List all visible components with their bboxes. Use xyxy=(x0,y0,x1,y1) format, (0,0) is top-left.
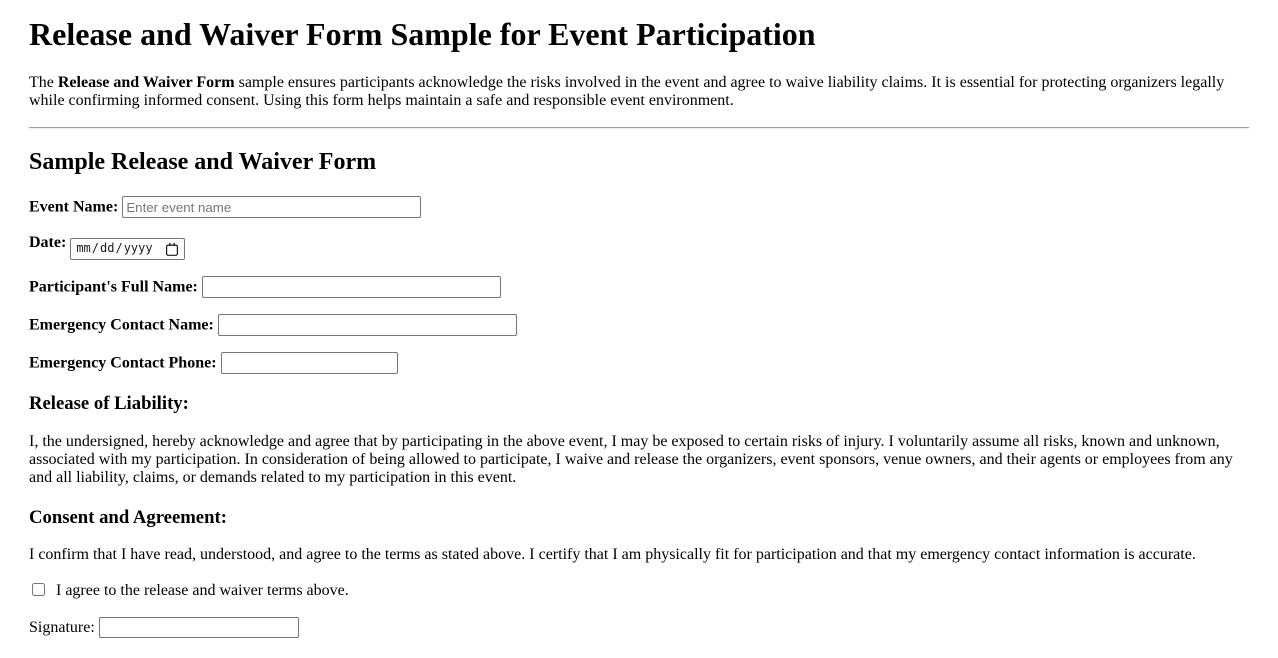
participant-name-label: Participant's Full Name: xyxy=(29,278,198,296)
signature-input[interactable] xyxy=(99,617,299,638)
emergency-contact-phone-label: Emergency Contact Phone: xyxy=(29,354,217,372)
participant-name-row xyxy=(29,276,1249,298)
signature-row xyxy=(29,617,1249,638)
date-month-segment[interactable]: mm xyxy=(76,241,91,256)
agree-checkbox-label: I agree to the release and waiver terms above. xyxy=(56,581,349,599)
emergency-contact-name-row xyxy=(29,314,1249,336)
participant-name-input[interactable] xyxy=(202,276,501,298)
event-name-row xyxy=(29,196,1249,218)
date-separator: / xyxy=(115,241,123,256)
agree-checkbox[interactable] xyxy=(32,583,45,596)
calendar-icon[interactable] xyxy=(165,242,179,257)
intro-paragraph xyxy=(29,74,1249,111)
consent-agreement-heading: Consent and Agreement: xyxy=(29,506,227,528)
date-year-segment[interactable]: yyyy xyxy=(123,241,153,256)
date-label: Date: xyxy=(29,234,67,252)
release-of-liability-text: I, the undersigned, hereby acknowledge and agree that by participating in the above event, I may be exposed to certain risks of injury. I voluntarily assume all risks, known and unknown, associated with my participation. In consideration of being allowed to participate, I waive and release the organizers, event sponsors, venue owners, and their agents or employees from any and all liability, claims, or demands related to my participation in this event. xyxy=(29,432,1233,487)
intro-bold-phrase: Release and Waiver Form xyxy=(57,73,235,91)
intro-rest: sample ensures participants acknowledge the risks involved in the event and agree to waive liability claims. It is essential for protecting organizers legally while confirming informed consent. Using this form helps maintain a safe and responsible event environment. xyxy=(29,73,1225,110)
emergency-contact-phone-input[interactable] xyxy=(221,352,398,374)
emergency-contact-name-input[interactable] xyxy=(218,314,517,336)
agreement-row xyxy=(29,582,1249,600)
release-of-liability-heading: Release of Liability: xyxy=(29,393,189,415)
event-name-label: Event Name: xyxy=(29,198,119,216)
date-separator: / xyxy=(91,241,99,256)
event-name-input[interactable] xyxy=(122,196,421,218)
waiver-form xyxy=(29,196,1249,638)
divider xyxy=(29,127,1249,129)
emergency-contact-phone-row xyxy=(29,352,1249,374)
date-row xyxy=(29,234,1249,260)
consent-agreement-text: I confirm that I have read, understood, and agree to the terms as stated above. I certify that I am physically fit for participation and that my emergency contact information is accurate. xyxy=(29,546,1196,564)
date-day-segment[interactable]: dd xyxy=(100,241,115,256)
page-title: Release and Waiver Form Sample for Event Participation xyxy=(29,16,816,52)
form-heading: Sample Release and Waiver Form xyxy=(29,148,377,175)
intro-prefix: The xyxy=(29,73,58,91)
signature-label: Signature: xyxy=(29,619,95,637)
date-input[interactable] xyxy=(70,238,185,260)
emergency-contact-name-label: Emergency Contact Name: xyxy=(29,316,214,334)
